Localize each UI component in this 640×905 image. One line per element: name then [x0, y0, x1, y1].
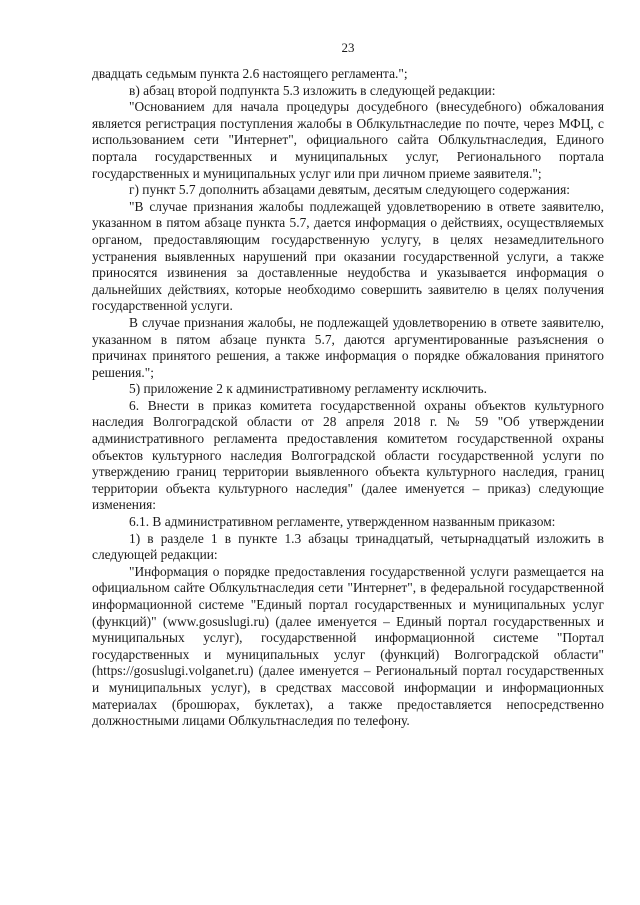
- paragraph-item-5: 5) приложение 2 к административному регламенту исключить.: [129, 381, 487, 397]
- document-page: [92, 40, 604, 730]
- paragraph-quote-satisfied: "В случае признания жалобы подлежащей удовлетворению в ответе заявителю, указанном в пятом абзаце пункта 5.7, дается информация о действиях, осуществляемых органом, предоставляющим государственную услугу, в целях незамедлительного устранения выявленных нарушений при оказании государственной услуги, а также приносятся извинения за доставленные неудобства и указывается информация о дальнейших действиях, которые необходимо совершить заявителю в целях получения государственной услуги.: [92, 198, 604, 314]
- paragraph-item-g: г) пункт 5.7 дополнить абзацами девятым, десятым следующего содержания:: [129, 182, 570, 198]
- paragraph-continuation: двадцать седьмым пункта 2.6 настоящего регламента.";: [92, 66, 408, 81]
- paragraph-quote-information: "Информация о порядке предоставления государственной услуги размещается на официальном сайте Облкультнаследия сети "Интернет", в федеральной государственной информационной системе "Единый портал государственных и муниципальных услуг (функций)" (www.gosuslugi.ru) (далее именуется – Единый портал государственных и муниципальных услуг), государственной информационной системе "Портал государственных и муниципальных услуг (функций) Волгоградской области" (https://gosuslugi.volganet.ru) (далее именуется – Региональный портал государственных и муниципальных услуг), в средствах массовой информации и информационных материалах (брошюрах, буклетах), а также предоставляется непосредственно должностными лицами Облкультнаследия по телефону.: [92, 563, 604, 729]
- paragraph-quote-not-satisfied: В случае признания жалобы, не подлежащей удовлетворению в ответе заявителю, указанном в пятом абзаце пункта 5.7, даются аргументированные разъяснения о причинах принятого решения, а также информация о порядке обжалования принятого решения.";: [92, 314, 604, 380]
- paragraph-item-v: в) абзац второй подпункта 5.3 изложить в следующей редакции:: [129, 82, 496, 98]
- paragraph-item-6: 6. Внести в приказ комитета государственной охраны объектов культурного наследия Волгоградской области от 28 апреля 2018 г. № 59 "Об утверждении административного регламента предоставления комитетом государственной охраны объектов культурного наследия Волгоградской области государственной услуги по утверждению границ территории выявленного объекта культурного наследия, границ территории объекта культурного наследия" (далее именуется – приказ) следующие изменения:: [92, 397, 604, 513]
- page-number: 23: [341, 40, 355, 55]
- paragraph-item-6-1: 6.1. В административном регламенте, утвержденном названным приказом:: [129, 514, 556, 530]
- paragraph-item-1: 1) в разделе 1 в пункте 1.3 абзацы тринадцатый, четырнадцатый изложить в следующей редакции:: [92, 530, 604, 563]
- paragraph-quote-5-3: "Основанием для начала процедуры досудебного (внесудебного) обжалования является регистрация поступления жалобы в Облкультнаследие по почте, через МФЦ, с использованием сети "Интернет", официального сайта Облкультнаследия, Единого портала государственных и муниципальных услуг, Регионального портала государственных и муниципальных услуг или при личном приеме заявителя.";: [92, 99, 604, 181]
